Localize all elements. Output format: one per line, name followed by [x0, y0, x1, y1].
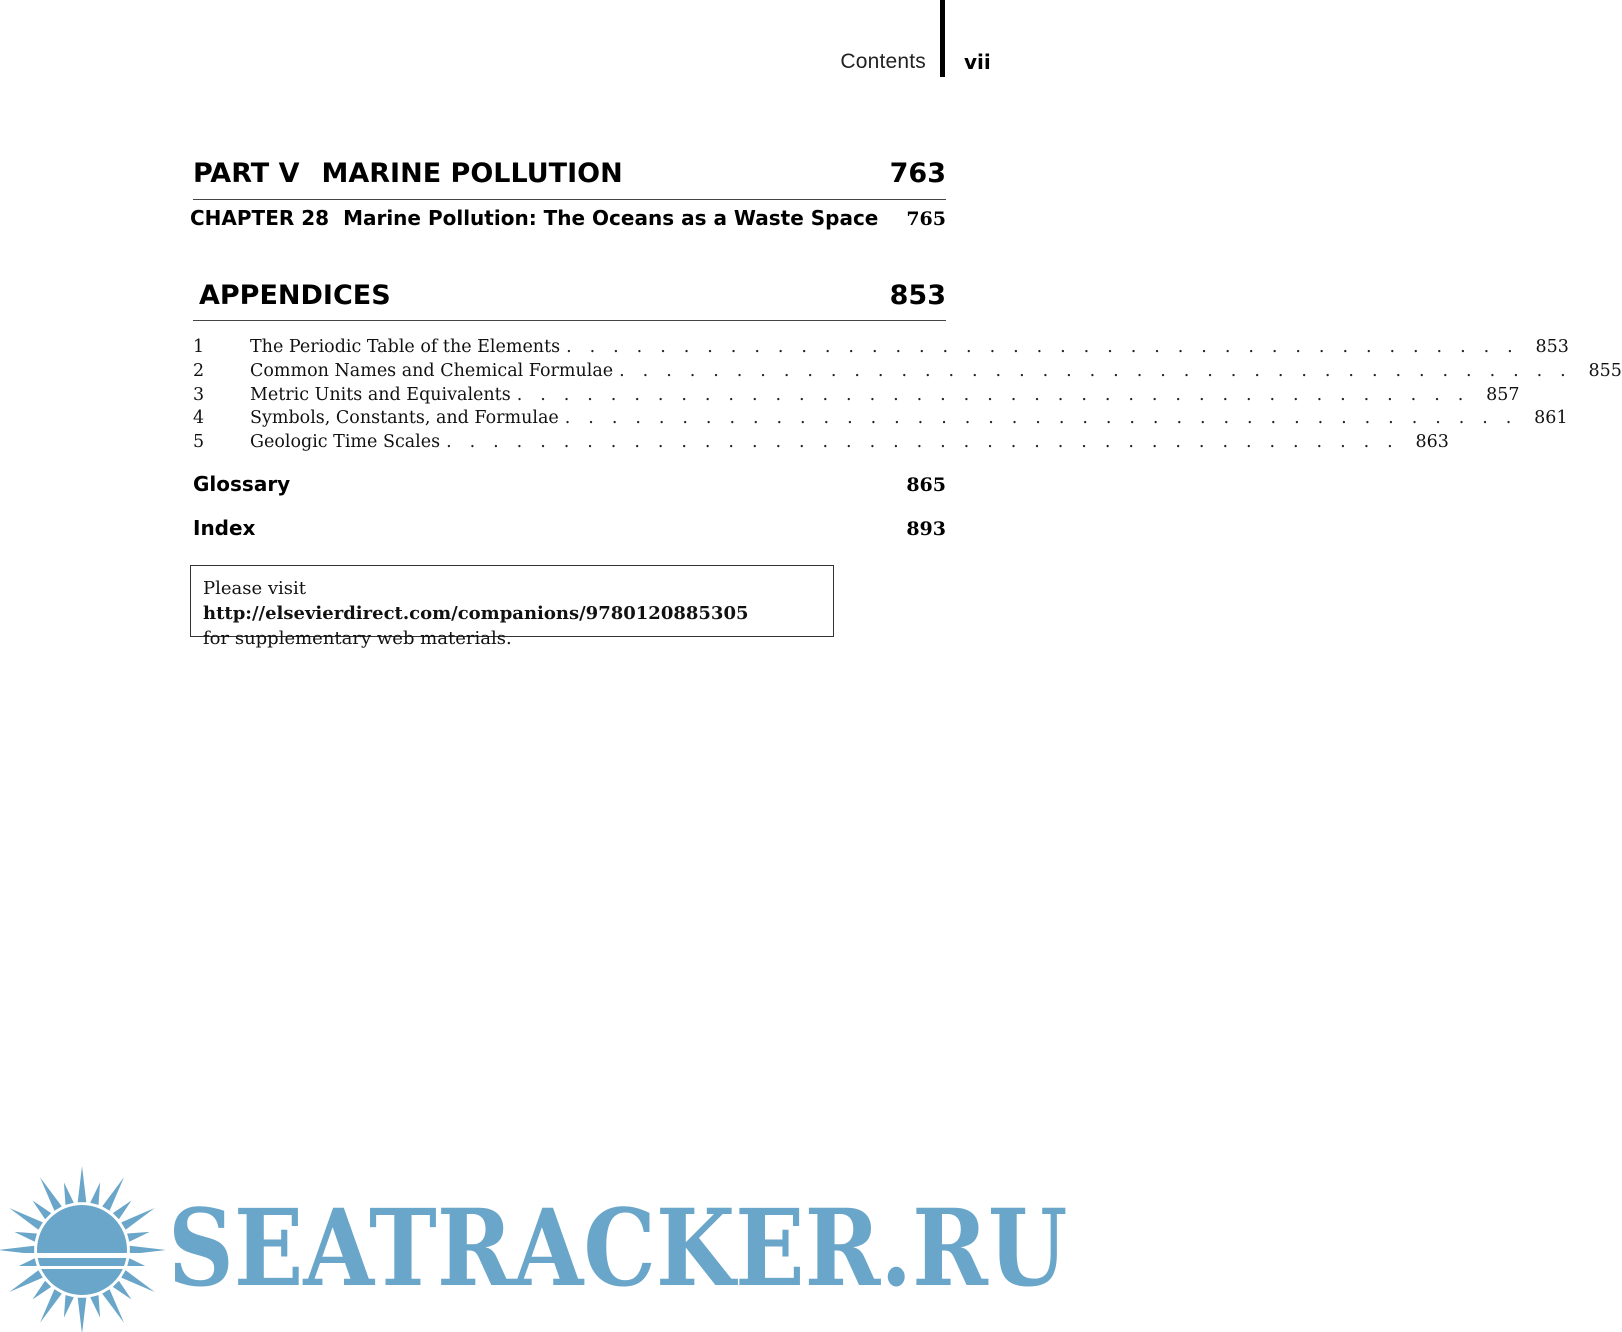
- watermark-text: SEATRACKER.RU: [168, 1185, 1068, 1310]
- appendix-number: 1: [193, 337, 205, 357]
- sun-ray: [121, 1208, 155, 1230]
- part-v-rule: [193, 199, 946, 200]
- sun-ray: [64, 1295, 74, 1318]
- running-header-rule: [940, 0, 945, 77]
- sun-ray: [9, 1208, 42, 1230]
- glossary-page: 865: [906, 474, 946, 496]
- dot-leader: . . . . . . . . . . . . . . . . . . . . . . . . . . . . . . . . . . . . . . . . .: [619, 360, 1572, 381]
- chapter-28-entry[interactable]: [190, 208, 946, 229]
- appendix-page: 863: [1415, 432, 1449, 453]
- appendices-heading[interactable]: [199, 282, 946, 309]
- appendix-page: 853: [1535, 337, 1569, 357]
- dot-leader: . . . . . . . . . . . . . . . . . . . . . . . . . . . . . . . . . . . . . . . . .: [566, 337, 1519, 357]
- chapter-label: CHAPTER 28: [190, 206, 330, 230]
- index-page: 893: [906, 518, 946, 540]
- appendix-title: Symbols, Constants, and Formulae: [250, 408, 559, 429]
- index-title: Index: [193, 516, 256, 540]
- appendix-item[interactable]: [193, 360, 1622, 384]
- appendix-page: 855: [1588, 360, 1622, 381]
- sun-ray: [121, 1270, 155, 1292]
- sun-ray: [64, 1182, 74, 1205]
- dot-leader: . . . . . . . . . . . . . . . . . . . . . . . . . . . . . . . . . . . . . . . . .: [446, 432, 1399, 453]
- appendix-item[interactable]: [193, 407, 1568, 431]
- appendix-title: Metric Units and Equivalents: [250, 384, 511, 405]
- sun-ray: [9, 1270, 42, 1292]
- sun-ray: [14, 1232, 37, 1242]
- dot-leader: . . . . . . . . . . . . . . . . . . . . . . . . . . . . . . . . . . . . . . . . .: [564, 408, 1518, 429]
- sun-ray: [40, 1289, 62, 1323]
- running-header: [0, 0, 1080, 80]
- companion-suffix: for supplementary web materials.: [203, 628, 512, 649]
- part-v-title-group: [193, 160, 623, 187]
- sun-ray: [78, 1298, 87, 1332]
- appendix-number: 2: [193, 360, 205, 381]
- sun-ray: [78, 1166, 87, 1202]
- glossary-entry[interactable]: [193, 474, 946, 495]
- sun-ray: [33, 1281, 52, 1300]
- appendix-item[interactable]: [193, 336, 1569, 360]
- sun-ray: [127, 1232, 150, 1242]
- appendix-number: 5: [193, 432, 205, 453]
- running-header-label: Contents: [840, 50, 926, 73]
- companion-url-link[interactable]: http://elsevierdirect.com/companions/9780120885305: [203, 603, 749, 624]
- appendix-item[interactable]: [193, 384, 1520, 408]
- appendix-page: 857: [1486, 384, 1520, 405]
- sun-ray: [113, 1201, 132, 1220]
- appendix-number: 4: [193, 408, 205, 429]
- sun-ray: [33, 1201, 52, 1220]
- appendix-item[interactable]: [193, 431, 1449, 455]
- sun-ray: [90, 1182, 100, 1205]
- running-header-page: vii: [964, 50, 991, 74]
- part-label: PART V: [193, 158, 300, 189]
- companion-website-box: [190, 565, 834, 649]
- sun-ray: [40, 1177, 62, 1211]
- index-entry[interactable]: [193, 518, 946, 539]
- appendix-title: Common Names and Chemical Formulae: [250, 360, 614, 381]
- part-page: 763: [889, 158, 946, 189]
- sun-ray: [102, 1177, 124, 1211]
- appendix-page: 861: [1534, 408, 1568, 429]
- sun-ray: [90, 1295, 100, 1318]
- part-v-heading[interactable]: [193, 160, 946, 187]
- glossary-title: Glossary: [193, 472, 291, 496]
- sun-ray: [113, 1281, 132, 1300]
- sun-ray: [102, 1289, 124, 1323]
- chapter-title: Marine Pollution: The Oceans as a Waste Space: [343, 206, 879, 230]
- appendices-page: 853: [889, 280, 946, 311]
- appendix-title: Geologic Time Scales: [250, 432, 441, 453]
- appendix-number: 3: [193, 384, 205, 405]
- appendix-list: [193, 336, 1622, 455]
- appendix-title: The Periodic Table of the Elements: [250, 337, 561, 357]
- chapter-page: 765: [906, 208, 946, 230]
- part-title: MARINE POLLUTION: [321, 158, 623, 189]
- appendices-title: APPENDICES: [199, 280, 391, 311]
- companion-prefix: Please visit: [203, 578, 307, 599]
- appendices-rule: [193, 320, 946, 321]
- dot-leader: . . . . . . . . . . . . . . . . . . . . . . . . . . . . . . . . . . . . . . . . .: [516, 384, 1470, 405]
